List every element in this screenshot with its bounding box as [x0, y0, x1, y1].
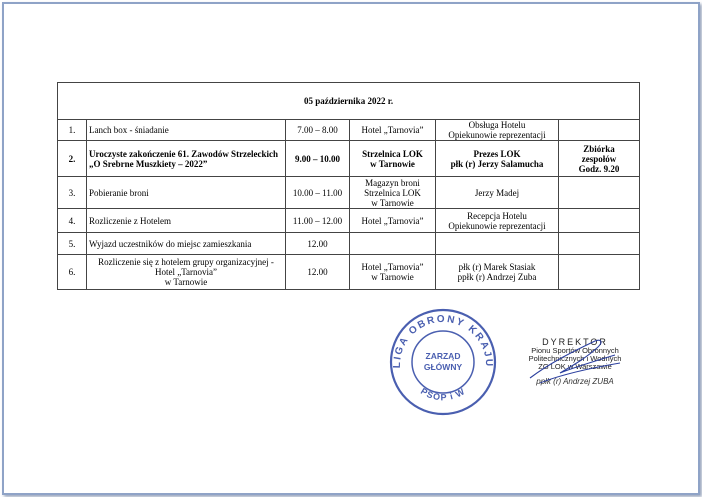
row-place: Magazyn broni Strzelnica LOK w Tarnowie — [350, 177, 436, 209]
row-number: 3. — [58, 177, 87, 209]
date-header: 05 października 2022 r. — [58, 83, 640, 120]
row-time: 11.00 – 12.00 — [286, 209, 350, 233]
row-description: Rozliczenie się z hotelem grupy organizacyjnej - Hotel „Tarnovia” w Tarnowie — [87, 255, 286, 290]
table-row — [58, 177, 640, 209]
stamp-bottom-text: PSOP i W — [418, 385, 468, 403]
row-extra — [559, 177, 640, 209]
table-header-row — [58, 83, 640, 120]
row-place: Hotel „Tarnovia” w Tarnowie — [350, 255, 436, 290]
stamp-center-line1: ZARZĄD — [425, 351, 461, 361]
row-number: 6. — [58, 255, 87, 290]
row-time: 9.00 – 10.00 — [286, 141, 350, 177]
row-place: Hotel „Tarnovia” — [350, 120, 436, 141]
row-time: 7.00 – 8.00 — [286, 120, 350, 141]
official-stamp — [388, 307, 498, 417]
row-responsible: Recepcja Hotelu Opiekunowie reprezentacji — [436, 209, 559, 233]
row-time: 12.00 — [286, 255, 350, 290]
table-row — [58, 209, 640, 233]
row-place: Strzelnica LOK w Tarnowie — [350, 141, 436, 177]
row-description: Pobieranie broni — [87, 177, 286, 209]
row-number: 1. — [58, 120, 87, 141]
row-responsible: płk (r) Marek Stasiak ppłk (r) Andrzej Zuba — [436, 255, 559, 290]
row-number: 2. — [58, 141, 87, 177]
table-row — [58, 120, 640, 141]
row-responsible: Obsługa Hotelu Opiekunowie reprezentacji — [436, 120, 559, 141]
row-number: 5. — [58, 233, 87, 255]
table-row — [58, 141, 640, 177]
table-row — [58, 255, 640, 290]
signature-line-2: Politechnicznych i Wodnych — [528, 354, 622, 363]
row-responsible: Jerzy Madej — [436, 177, 559, 209]
signature-line-3: ZG LOK w Warszawie — [538, 362, 612, 371]
row-extra — [559, 209, 640, 233]
signature-line-1: Pionu Sportów Obronnych — [531, 346, 619, 355]
stamp-center-line2: GŁÓWNY — [423, 362, 463, 372]
row-responsible: Prezes LOK płk (r) Jerzy Salamucha — [436, 141, 559, 177]
row-responsible — [436, 233, 559, 255]
row-extra — [559, 255, 640, 290]
row-place: Hotel „Tarnovia” — [350, 209, 436, 233]
schedule-table — [57, 82, 640, 290]
row-description: Wyjazd uczestników do miejsc zamieszkania — [87, 233, 286, 255]
row-extra: Zbiórka zespołów Godz. 9.20 — [559, 141, 640, 177]
table-row — [58, 233, 640, 255]
row-description: Rozliczenie z Hotelem — [87, 209, 286, 233]
row-time: 10.00 – 11.00 — [286, 177, 350, 209]
row-time: 12.00 — [286, 233, 350, 255]
signature-title: DYREKTOR — [542, 337, 608, 347]
stamp-ring-text: LIGA OBRONY KRAJU — [391, 313, 495, 369]
row-number: 4. — [58, 209, 87, 233]
row-description: Lanch box - śniadanie — [87, 120, 286, 141]
row-extra — [559, 120, 640, 141]
row-description: Uroczyste zakończenie 61. Zawodów Strzeleckich „O Srebrne Muszkiety – 2022” — [87, 141, 286, 177]
row-extra — [559, 233, 640, 255]
handwritten-signature — [500, 333, 640, 393]
signature-name: ppłk (r) Andrzej ZUBA — [536, 377, 614, 386]
row-place — [350, 233, 436, 255]
